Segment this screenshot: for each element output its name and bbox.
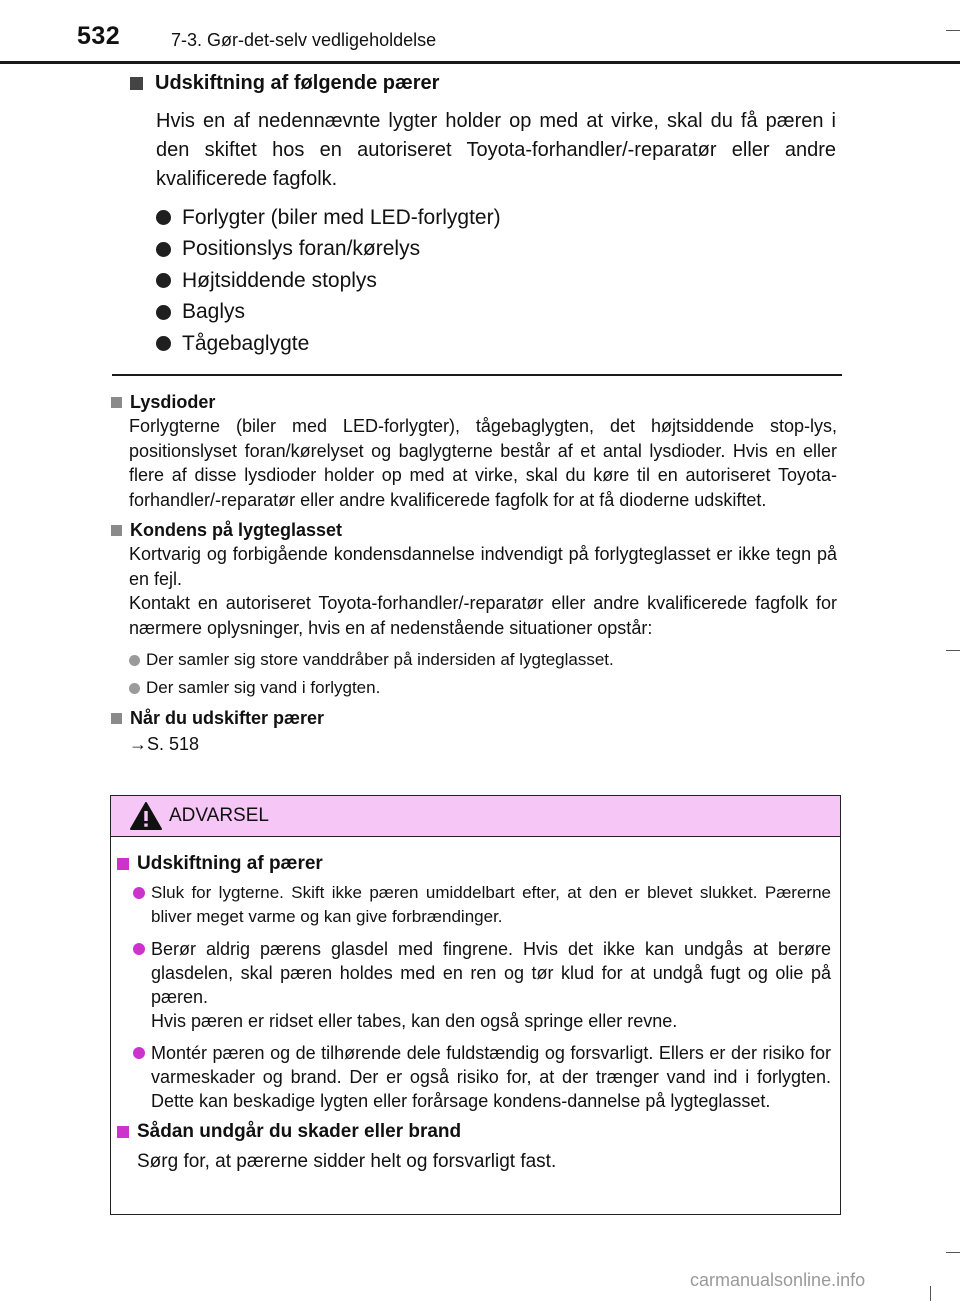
section-title: 7-3. Gør-det-selv vedligeholdelse <box>171 30 437 50</box>
bullet-dot-icon <box>156 336 171 351</box>
page-number: 532 <box>77 22 121 50</box>
lamp-list <box>156 202 840 360</box>
bullet-dot-icon <box>129 683 140 694</box>
page-header <box>0 0 960 64</box>
note-heading-lysdioder: Lysdioder <box>111 390 837 414</box>
list-item: Højtsiddende stoplys <box>156 265 840 297</box>
list-item: Baglys <box>156 297 840 329</box>
bullet-dot-icon <box>133 887 145 899</box>
main-paragraph: Hvis en af nedennævnte lygter holder op med at virke, skal du få pæren i den skiftet hos en autoriseret Toyota-forhandler/-reparatør eller andre kvalificerede fagfolk. <box>156 110 836 190</box>
note-text-kondens-1: Kortvarig og forbigående kondensdannelse indvendigt på forlygteglasset er ikke tegn på en fejl. <box>129 544 837 589</box>
warning-heading-fire: Sådan undgår du skader eller brand <box>117 1119 832 1145</box>
warning-heading-bulbs: Udskiftning af pærer <box>117 851 832 877</box>
bullet-dot-icon <box>156 305 171 320</box>
main-section <box>130 72 840 360</box>
bullet-dot-icon <box>156 242 171 257</box>
square-bullet-icon <box>130 77 143 90</box>
crop-mark <box>946 1252 960 1253</box>
note-heading-kondens: Kondens på lygteglasset <box>111 518 837 542</box>
bullet-dot-icon <box>129 655 140 666</box>
list-item: Der samler sig store vanddråber på indersiden af lygteglasset. <box>129 648 837 672</box>
bullet-dot-icon <box>156 273 171 288</box>
watermark: carmanualsonline.info <box>690 1270 866 1290</box>
notes-section <box>111 386 837 755</box>
list-item: Berør aldrig pærens glasdel med fingrene. Hvis det ikke kan undgås at berøre glasdelen, skal pæren holdes med en ren og tør klud for at undgå fugt og olie på pæren. Hvis pæren er ridset eller tabes, kan den også springe eller revne. <box>133 937 832 1033</box>
warning-text-fire: Sørg for, at pærerne sidder helt og forsvarligt fast. <box>137 1151 557 1172</box>
warning-title: ADVARSEL <box>169 805 269 826</box>
note-text-lysdioder: Forlygterne (biler med LED-forlygter), tågebaglygten, det højtsiddende stop-lys, positionslyset foran/kørelyset og baglygterne består af et antal lysdioder. Hvis en eller flere af disse lysdioder holder op med at virke, skal du køre til en autoriseret Toyota-forhandler/-reparatør eller andre kvalificerede fagfolk for at få dioderne udskiftet. <box>129 416 837 510</box>
bullet-dot-icon <box>133 1047 145 1059</box>
page-reference-link[interactable]: →S. 518 <box>129 734 200 754</box>
list-item: Positionslys foran/kørelys <box>156 234 840 266</box>
warning-header <box>111 796 840 837</box>
main-heading-text: Udskiftning af følgende pærer <box>155 72 440 94</box>
crop-mark <box>930 1286 931 1301</box>
bullet-dot-icon <box>133 943 145 955</box>
warning-box <box>110 795 841 1215</box>
warning-body <box>111 837 840 1175</box>
bullet-dot-icon <box>156 210 171 225</box>
section-divider <box>112 374 842 376</box>
warning-triangle-icon <box>129 801 163 831</box>
header-rule <box>0 61 960 64</box>
square-bullet-icon <box>117 1126 129 1138</box>
list-item: Tågebaglygte <box>156 328 840 360</box>
note-heading-naar: Når du udskifter pærer <box>111 706 837 730</box>
list-item: Forlygter (biler med LED-forlygter) <box>156 202 840 234</box>
list-item: Der samler sig vand i forlygten. <box>129 676 837 700</box>
crop-mark <box>946 30 960 31</box>
note-text-kondens-2: Kontakt en autoriseret Toyota-forhandler/-reparatør eller andre kvalificerede fagfolk for nærmere oplysninger, hvis en af nedenstående situationer opstår: <box>129 593 837 638</box>
list-item: Sluk for lygterne. Skift ikke pæren umiddelbart efter, at den er blevet slukket. Pærerne bliver meget varme og kan give forbrændinger. <box>133 881 832 929</box>
crop-mark <box>946 650 960 651</box>
square-bullet-icon <box>117 858 129 870</box>
main-heading <box>130 72 840 95</box>
square-bullet-icon <box>111 397 122 408</box>
list-item: Montér pæren og de tilhørende dele fuldstændig og forsvarligt. Ellers er der risiko for varmeskader og brand. Der er også risiko for, at der trænger vand ind i forlygten. Dette kan beskadige lygten eller forårsage kondens-dannelse på lygteglasset. <box>133 1041 832 1113</box>
square-bullet-icon <box>111 713 122 724</box>
square-bullet-icon <box>111 525 122 536</box>
